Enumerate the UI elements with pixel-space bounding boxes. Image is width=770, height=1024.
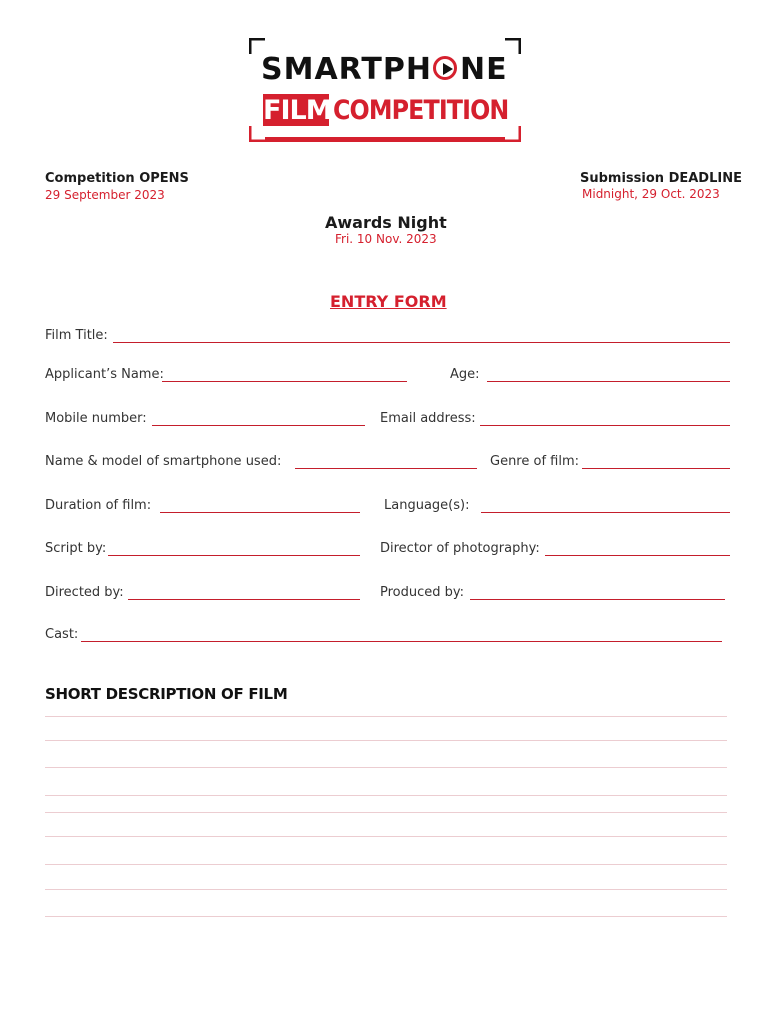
applicant-name-label: Applicant’s Name: [45, 367, 164, 382]
description-line[interactable] [45, 864, 727, 865]
script-label: Script by: [45, 541, 107, 556]
logo-competition-text: COMPETITION [333, 95, 509, 126]
competition-logo [249, 38, 521, 142]
description-line[interactable] [45, 836, 727, 837]
mobile-field[interactable] [152, 425, 365, 426]
email-field[interactable] [480, 425, 730, 426]
description-line[interactable] [45, 916, 727, 917]
duration-label: Duration of film: [45, 498, 152, 513]
script-field[interactable] [108, 555, 360, 556]
age-label: Age: [450, 367, 480, 382]
mobile-label: Mobile number: [45, 411, 147, 426]
entry-form-title: ENTRY FORM [330, 292, 447, 311]
logo-smartphone-text: SMARTPH NE [261, 52, 508, 87]
languages-field[interactable] [481, 512, 730, 513]
film-title-label: Film Title: [45, 328, 108, 343]
description-line[interactable] [45, 889, 727, 890]
age-field[interactable] [487, 381, 730, 382]
logo-bottom-bar [265, 137, 505, 142]
email-label: Email address: [380, 411, 476, 426]
opens-date: 29 September 2023 [45, 188, 165, 202]
short-description-title: SHORT DESCRIPTION OF FILM [45, 685, 288, 703]
frame-corner-bottom-left [249, 126, 265, 142]
description-line[interactable] [45, 767, 727, 768]
play-icon [433, 56, 457, 80]
description-line[interactable] [45, 716, 727, 717]
duration-field[interactable] [160, 512, 360, 513]
produced-label: Produced by: [380, 585, 465, 600]
dop-label: Director of photography: [380, 541, 540, 556]
cast-field[interactable] [81, 641, 722, 642]
deadline-label: Submission DEADLINE [580, 171, 742, 186]
smartphone-label: Name & model of smartphone used: [45, 454, 282, 469]
smartphone-field[interactable] [295, 468, 477, 469]
cast-label: Cast: [45, 627, 79, 642]
description-line[interactable] [45, 812, 727, 813]
deadline-date: Midnight, 29 Oct. 2023 [582, 187, 720, 201]
description-line[interactable] [45, 795, 727, 796]
logo-film-text: FILM [263, 95, 332, 126]
languages-label: Language(s): [384, 498, 470, 513]
opens-label: Competition OPENS [45, 171, 189, 186]
frame-corner-bottom-right [505, 126, 521, 142]
awards-date: Fri. 10 Nov. 2023 [335, 232, 437, 246]
genre-field[interactable] [582, 468, 730, 469]
description-line[interactable] [45, 740, 727, 741]
logo-film-box [263, 94, 332, 126]
awards-label: Awards Night [325, 213, 447, 232]
film-title-field[interactable] [113, 342, 730, 343]
applicant-name-field[interactable] [162, 381, 407, 382]
genre-label: Genre of film: [490, 454, 580, 469]
directed-label: Directed by: [45, 585, 124, 600]
dop-field[interactable] [545, 555, 730, 556]
directed-field[interactable] [128, 599, 360, 600]
produced-field[interactable] [470, 599, 725, 600]
